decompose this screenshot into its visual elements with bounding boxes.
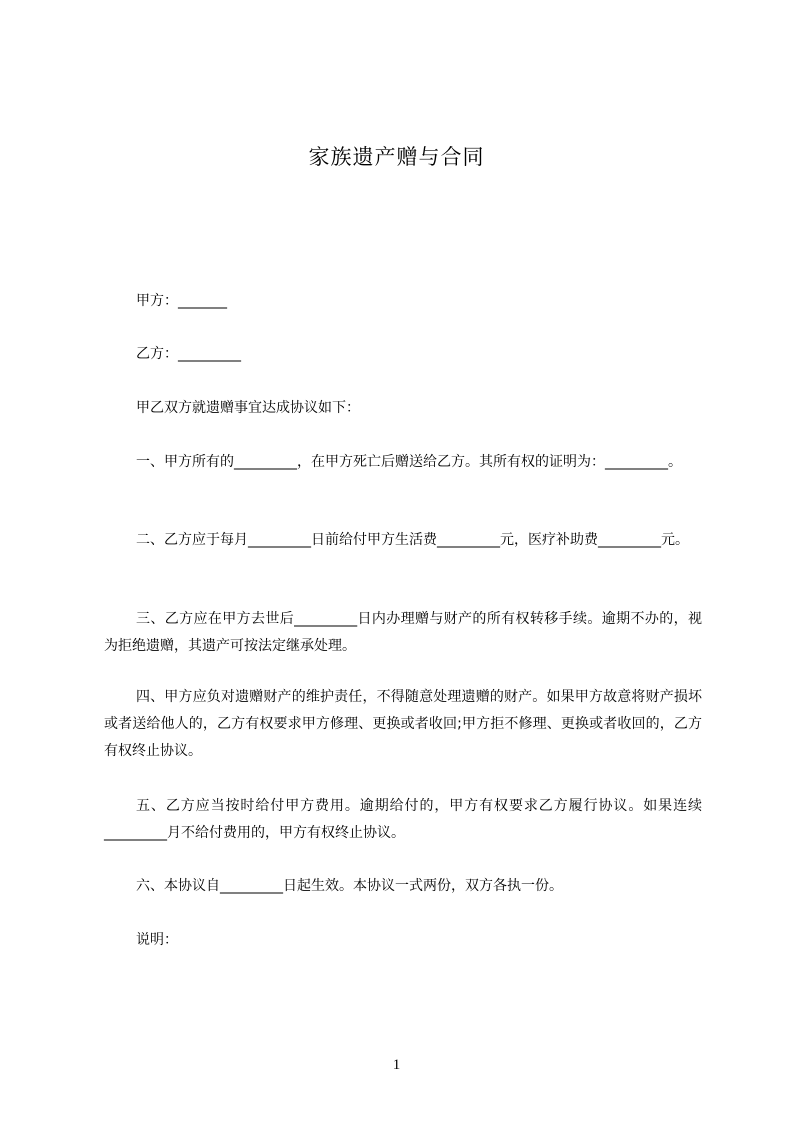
clause-3-text: 三、乙方应在甲方去世后_________日内办理赠与财产的所有权转移手续。逾期不办的，视为拒绝遗赠，其遗产可按法定继承处理。 [104,611,702,654]
notes-paragraph [104,927,702,954]
party-a-text: 甲方：_______ [136,293,227,309]
intro-paragraph [104,395,702,422]
clause-2-text: 二、乙方应于每月_________日前给付甲方生活费_________元，医疗补助费_________元。 [136,532,689,548]
clause-4-paragraph [104,684,702,765]
clause-5-paragraph [104,793,702,847]
clause-6-paragraph [104,873,702,900]
clause-5-text: 五、乙方应当按时给付甲方费用。逾期给付的，甲方有权要求乙方履行协议。如果连续_________月不给付费用的，甲方有权终止协议。 [104,798,702,841]
intro-text: 甲乙双方就遗赠事宜达成协议如下： [136,400,360,416]
clause-2-paragraph [104,527,702,554]
page-number: 1 [392,1057,401,1073]
clause-3-paragraph [104,606,702,660]
clause-4-text: 四、甲方应负对遗赠财产的维护责任，不得随意处理遗赠的财产。如果甲方故意将财产损坏或者送给他人的，乙方有权要求甲方修理、更换或者收回;甲方拒不修理、更换或者收回的，乙方有权终止协议。 [104,689,702,759]
party-b-text: 乙方：_________ [136,346,241,362]
clause-6-text: 六、本协议自_________日起生效。本协议一式两份，双方各执一份。 [136,878,563,894]
party-a-line [104,288,702,315]
party-b-line [104,341,702,368]
clause-1-text: 一、甲方所有的_________，在甲方死亡后赠送给乙方。其所有权的证明为：_________。 [136,454,682,470]
document-title: 家族遗产赠与合同 [308,145,485,169]
clause-1-paragraph [104,449,702,476]
notes-label: 说明： [136,932,178,948]
